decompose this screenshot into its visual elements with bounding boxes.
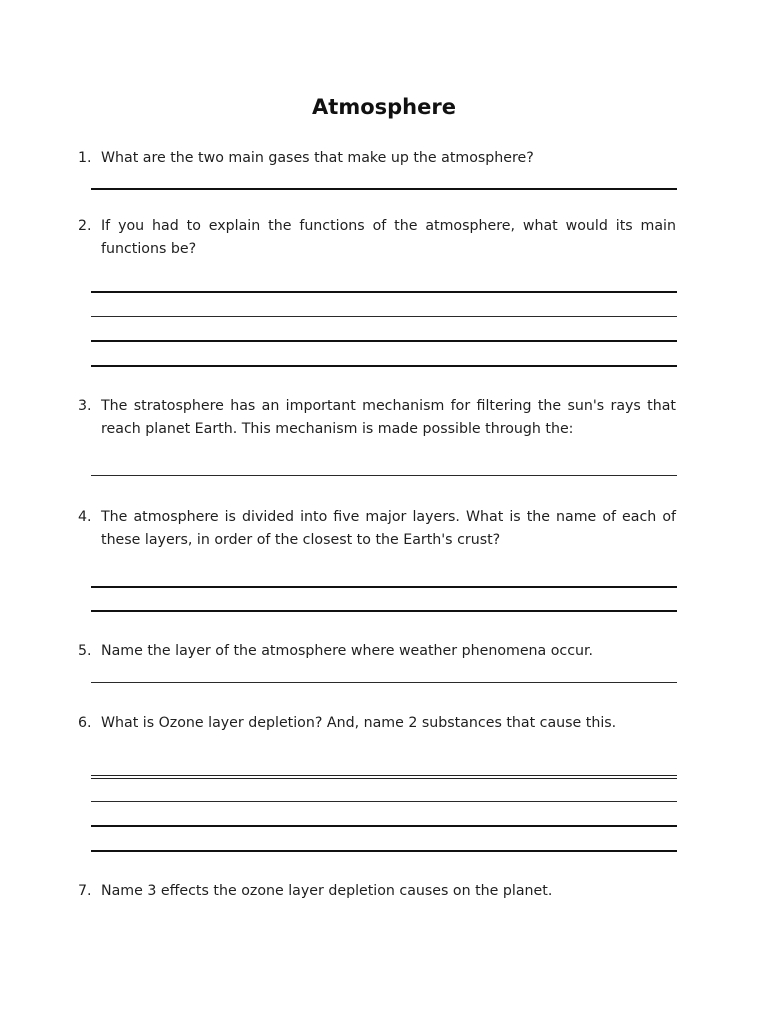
question-text: If you had to explain the functions of the atmosphere, what would its main functions be? [101, 218, 676, 257]
question-text: What is Ozone layer depletion? And, name 2 substances that cause this. [101, 715, 617, 731]
answer-line[interactable] [91, 775, 677, 779]
question-text: Name 3 effects the ozone layer depletion causes on the planet. [101, 883, 553, 899]
question-text: The stratosphere has an important mechanism for filtering the sun's rays that reach planet Earth. This mechanism is made possible through the: [101, 398, 676, 437]
answer-line[interactable] [91, 825, 677, 827]
question-1 [78, 147, 676, 170]
answer-line[interactable] [91, 340, 677, 342]
question-number: 6. [78, 715, 92, 731]
answer-line[interactable] [91, 188, 677, 190]
question-number: 4. [78, 509, 92, 525]
page-title: Atmosphere [312, 95, 456, 119]
answer-line[interactable] [91, 586, 677, 588]
question-number: 2. [78, 218, 92, 234]
question-6 [78, 712, 676, 735]
answer-line[interactable] [91, 316, 677, 317]
question-number: 5. [78, 643, 92, 659]
answer-line[interactable] [91, 291, 677, 293]
question-text: The atmosphere is divided into five major layers. What is the name of each of these layers, in order of the closest to the Earth's crust? [101, 509, 676, 548]
answer-line[interactable] [91, 801, 677, 802]
answer-line[interactable] [91, 610, 677, 612]
answer-line[interactable] [91, 682, 677, 683]
question-text: Name the layer of the atmosphere where weather phenomena occur. [101, 643, 594, 659]
question-number: 7. [78, 883, 92, 899]
question-text: What are the two main gases that make up the atmosphere? [101, 150, 534, 166]
question-3 [78, 395, 676, 441]
question-number: 1. [78, 150, 92, 166]
question-number: 3. [78, 398, 92, 414]
answer-line[interactable] [91, 365, 677, 367]
question-4 [78, 506, 676, 552]
question-5 [78, 640, 676, 663]
question-7 [78, 880, 676, 903]
answer-line[interactable] [91, 475, 677, 476]
answer-line[interactable] [91, 850, 677, 852]
question-2 [78, 215, 676, 261]
